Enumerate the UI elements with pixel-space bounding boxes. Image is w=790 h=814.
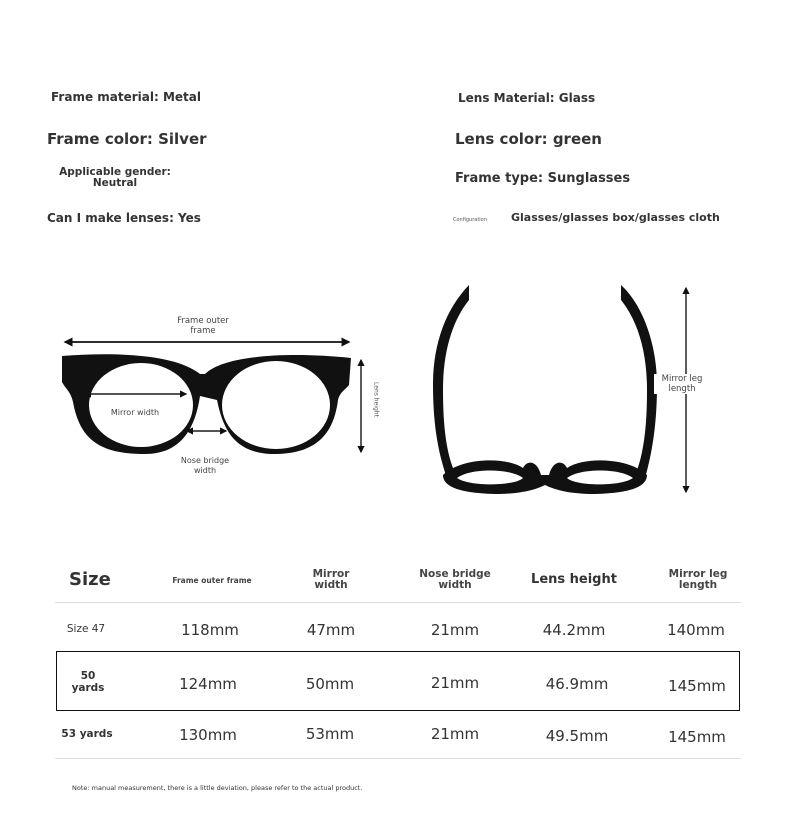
header-leg-length-line1: Mirror leg	[668, 568, 728, 580]
nose-bridge-label-line2: width	[193, 466, 217, 475]
row-size-53-frame: 130mm	[179, 726, 237, 744]
row-size-50-bridge: 21mm	[430, 674, 480, 692]
lens-height-label: Lens height	[372, 382, 380, 417]
row-size-53-mirror: 53mm	[305, 725, 355, 743]
row-size-47-label: Size 47	[66, 623, 106, 635]
header-lens-height: Lens height	[531, 572, 617, 587]
make-lenses-text: Can I make lenses: Yes	[47, 211, 201, 225]
row-size-50-frame: 124mm	[179, 675, 237, 693]
row-size-50-height: 46.9mm	[545, 675, 609, 693]
lens-material-text: Lens Material: Glass	[458, 91, 596, 105]
header-nose-bridge-line1: Nose bridge	[419, 568, 491, 580]
leg-length-label-line1: Mirror leg	[661, 374, 703, 384]
header-mirror-width-line2: width	[314, 579, 348, 591]
header-leg-length-line2: length	[678, 579, 718, 591]
header-leg-length	[660, 569, 736, 591]
row-size-53-bridge: 21mm	[430, 725, 480, 743]
table-divider	[55, 602, 741, 603]
row-size-50-leg: 145mm	[668, 677, 726, 695]
row-size-47-mirror: 47mm	[306, 621, 356, 639]
header-mirror-width	[296, 569, 366, 591]
left-temple	[433, 285, 469, 478]
row-size-47-leg: 140mm	[667, 621, 725, 639]
table-bottom-divider	[55, 758, 741, 759]
row-size-47-frame: 118mm	[181, 621, 239, 639]
gender-label: Applicable gender:	[59, 166, 171, 178]
left-lens	[89, 363, 193, 447]
right-lens	[222, 361, 330, 449]
frame-outer-label	[170, 316, 236, 336]
measurement-note: Note: manual measurement, there is a little deviation, please refer to the actual product.	[72, 784, 363, 792]
frame-type-text: Frame type: Sunglasses	[455, 171, 631, 186]
header-frame-outer: Frame outer frame	[172, 576, 252, 585]
gender-value: Neutral	[92, 177, 138, 189]
configuration-value: Glasses/glasses box/glasses cloth	[511, 211, 720, 224]
row-size-50-mirror: 50mm	[305, 675, 355, 693]
mirror-width-label: Mirror width	[110, 408, 160, 417]
header-mirror-width-line1: Mirror	[312, 568, 350, 580]
nose-bridge-label-line1: Nose bridge	[180, 456, 230, 465]
row-size-53-leg: 145mm	[668, 728, 726, 746]
row-size-50-label-line1: 50	[80, 670, 96, 682]
frame-outer-label-line1: Frame outer	[177, 316, 229, 326]
row-size-53-height: 49.5mm	[545, 727, 609, 745]
nose-bridge-label	[172, 456, 238, 476]
frame-color-text: Frame color: Silver	[47, 130, 207, 148]
header-nose-bridge-line2: width	[438, 579, 472, 591]
lens-color-text: Lens color: green	[455, 130, 602, 148]
gender-text	[55, 167, 175, 189]
leg-length-label	[654, 374, 710, 394]
right-temple	[621, 285, 657, 478]
row-size-47-height: 44.2mm	[542, 621, 606, 639]
configuration-label: Configuration	[453, 217, 487, 223]
row-size-53-label: 53 yards	[61, 728, 113, 740]
frame-material-text: Frame material: Metal	[51, 90, 201, 104]
header-size: Size	[69, 569, 111, 590]
leg-length-label-line2: length	[668, 384, 696, 394]
frame-outer-label-line2: frame	[190, 326, 216, 336]
row-size-50-label	[58, 670, 118, 694]
row-size-47-bridge: 21mm	[430, 621, 480, 639]
row-size-50-label-line2: yards	[71, 682, 105, 694]
header-nose-bridge	[412, 569, 498, 591]
